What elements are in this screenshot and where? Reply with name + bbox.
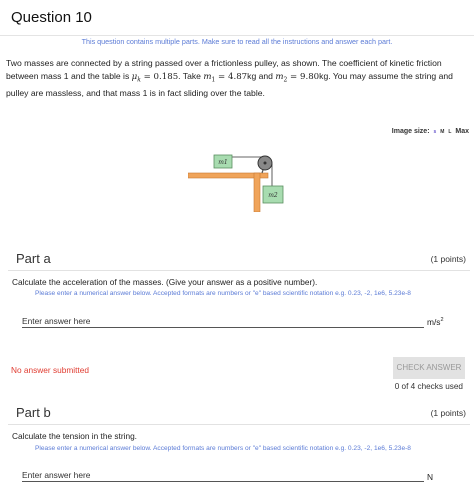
m1-unit: kg and [247,70,276,81]
problem-statement [6,57,468,100]
image-size-option-s[interactable]: s [433,129,437,135]
table-leg [254,173,260,212]
pulley-axle [264,162,267,165]
part-b-points: (1 points) [430,408,466,418]
mass-2-label: m2 [268,192,278,199]
part-a-points: (1 points) [430,254,466,264]
m1-symbol: m [203,71,212,82]
image-size-option-max[interactable]: Max [455,128,469,135]
m1-value: = 4.87 [215,71,248,82]
question-header [0,0,474,36]
image-size-option-l[interactable]: L [448,129,452,135]
no-answer-status: No answer submitted [11,365,89,375]
part-b-header [0,404,474,424]
part-b-unit-base: N [427,472,434,482]
mu-subscript: k [137,76,141,84]
image-size-option-m[interactable]: M [440,129,445,135]
part-a-unit [427,317,444,327]
part-b-title: Part b [16,405,51,420]
part-b-format-hint: Please enter a numerical answer below. Accepted formats are numbers or "e" based scientific notation e.g. 0.23, -2, 1e6, 5.23e-8 [35,445,411,452]
part-a-format-hint: Please enter a numerical answer below. Accepted formats are numbers or "e" based scientific notation e.g. 0.23, -2, 1e6, 5.23e-8 [35,290,411,297]
image-size-control [392,128,469,135]
m2-unit: kg [319,70,329,81]
part-a-header [0,250,474,270]
problem-text-3: . You may assume the string and pulley are massless, and that mass 1 is in fact sliding over the table. [6,70,453,98]
m2-subscript: 2 [283,76,288,84]
part-b-prompt: Calculate the tension in the string. [12,431,137,441]
problem-text-1: Two masses are connected by a string passed over a frictionless pulley, as shown. The coefficient of kinetic friction between mass 1 and the table is [6,58,442,81]
image-size-label: Image size: [391,128,430,135]
m2-symbol: m [275,71,284,82]
part-b-answer-input[interactable] [22,468,424,482]
mu-symbol: μ [131,71,138,82]
m2-value: = 9.80 [287,71,320,82]
pulley-diagram [188,150,293,212]
mass-1-label: m1 [218,159,228,166]
part-b-unit [427,472,433,482]
question-title: Question 10 [11,9,92,26]
part-a-title: Part a [16,251,51,266]
mu-value: = 0.185 [140,71,179,82]
part-a-prompt: Calculate the acceleration of the masses. (Give your answer as a positive number). [12,277,318,287]
part-b-divider [8,424,470,425]
check-answer-button[interactable]: CHECK ANSWER [393,357,465,379]
multi-part-note: This question contains multiple parts. Make sure to read all the instructions and answer each part. [81,37,393,46]
part-a-unit-base: m/s [427,317,441,327]
m1-subscript: 1 [211,76,216,84]
part-a-divider [8,270,470,271]
checks-used-counter: 0 of 4 checks used [394,382,463,391]
part-a-answer-input[interactable] [22,314,424,328]
part-a-unit-exponent: 2 [440,317,444,324]
problem-text-2: . Take [178,70,204,81]
